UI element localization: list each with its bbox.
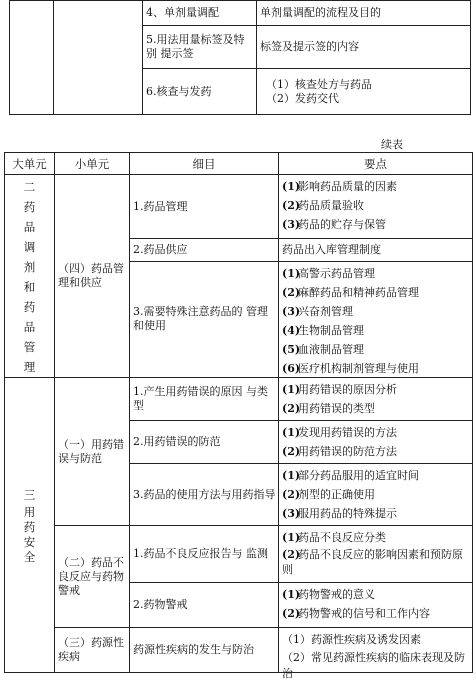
point-item: (1)部分药品服用的适宜时间 — [282, 469, 419, 482]
detail-cell: 1.药品不良反应报告与 监测 — [130, 526, 279, 583]
points-cell — [279, 239, 473, 262]
point-item: (5)血液制品管理 — [282, 342, 364, 356]
detail-cell: 2.用药错误的防范 — [130, 421, 279, 464]
top-points-cell — [257, 69, 471, 115]
point-item: (2)药物警戒的信号和工作内容 — [282, 607, 430, 620]
unit-char: 剂 — [23, 260, 36, 274]
points-cell — [279, 583, 473, 628]
points-cell — [279, 175, 473, 239]
subunit-cell: （三）药源性疾病 — [55, 628, 130, 673]
detail-cell: 2.药品供应 — [130, 239, 279, 262]
header-detail: 细目 — [130, 153, 279, 175]
point-item: (1)药品不良反应分类 — [282, 531, 386, 544]
detail-cell: 3.需要特殊注意药品的 管理和使用 — [130, 261, 279, 377]
unit-char: 药 — [23, 300, 36, 314]
point-item: (2)麻醉药品和精神药品管理 — [282, 285, 419, 299]
detail-cell: 3.药品的使用方法与用药指导 — [130, 464, 279, 526]
top-points-cell: 标签及提示签的内容 — [257, 26, 471, 69]
unit-char: 药 — [23, 520, 36, 534]
unit-char: 用 — [23, 505, 36, 519]
top-table — [9, 0, 471, 115]
header-points: 要点 — [279, 153, 473, 175]
top-subunit-cell — [54, 1, 143, 115]
point-item: (1)高警示药品管理 — [282, 266, 375, 280]
header-unit: 大单元 — [5, 153, 55, 175]
detail-cell: 2.药物警戒 — [130, 583, 279, 628]
unit-char: 全 — [23, 550, 36, 564]
point-item: (1)用药错误的原因分析 — [282, 383, 397, 396]
points-cell — [279, 261, 473, 377]
points-cell — [279, 526, 473, 583]
point-item: (2)药品不良反应的影响因素和预防原则 — [282, 548, 463, 576]
unit-char: 三 — [23, 488, 36, 502]
detail-cell: 药源性疾病的发生与防治 — [130, 628, 279, 673]
point-item: （2）常见药源性疾病的临床表现及防治 — [282, 651, 465, 680]
unit-char: 调 — [23, 240, 36, 254]
unit-cell — [5, 175, 55, 378]
point-item: (3)药品的贮存与保管 — [282, 218, 386, 231]
point-item: (3)兴奋剂管理 — [282, 304, 353, 318]
unit-char: 品 — [23, 320, 36, 334]
unit-char: 药 — [23, 200, 36, 214]
point-item: (3)服用药品的特殊提示 — [282, 507, 397, 520]
point-item: (1)影响药品质量的因素 — [282, 180, 397, 193]
subunit-cell: （二）药品不良反应与药物警戒 — [55, 526, 130, 628]
subunit-cell: （四）药品管理和供应 — [55, 175, 130, 378]
unit-char: 管 — [23, 340, 36, 354]
top-point-line: （2）发药交代 — [266, 91, 339, 105]
top-detail-cell: 6.核查与发药 — [143, 69, 257, 115]
points-cell — [279, 421, 473, 464]
points-cell — [279, 628, 473, 680]
continued-label: 续表 — [381, 138, 403, 151]
top-detail-cell: 5.用法用量标签及特别 提示签 — [143, 26, 257, 69]
point-item: (4)生物制品管理 — [282, 323, 364, 337]
subunit-cell: （一）用药错误与防范 — [55, 378, 130, 526]
point-item: （1）药源性疾病及诱发因素 — [282, 633, 421, 646]
points-cell — [279, 464, 473, 526]
detail-cell: 1.药品管理 — [130, 175, 279, 239]
points-cell — [279, 378, 473, 421]
unit-char: 理 — [23, 360, 36, 374]
top-points-cell: 单剂量调配的流程及目的 — [257, 1, 471, 26]
detail-cell: 1.产生用药错误的原因 与类型 — [130, 378, 279, 421]
point-item: (2)药品质量验收 — [282, 199, 364, 212]
top-point-line: （1）核查处方与药品 — [266, 77, 372, 91]
point-item: (6)医疗机构制剂管理与使用 — [282, 361, 419, 375]
point-item: (1)发现用药错误的方法 — [282, 426, 397, 439]
top-detail-cell: 4、单剂量调配 — [143, 1, 257, 26]
point-item: (2)用药错误的类型 — [282, 402, 375, 415]
unit-char: 品 — [23, 220, 36, 234]
top-unit-cell — [10, 1, 54, 115]
syllabus-table — [4, 152, 473, 680]
unit-char: 安 — [23, 535, 36, 549]
header-subunit: 小单元 — [55, 153, 130, 175]
point-item: (2)剂型的正确使用 — [282, 488, 375, 501]
point-item: 药品出入库管理制度 — [282, 243, 381, 257]
unit-char: 和 — [23, 280, 36, 294]
point-item: (1)药物警戒的意义 — [282, 588, 375, 601]
point-item: (2)用药错误的防范方法 — [282, 445, 397, 458]
unit-cell — [5, 378, 55, 673]
unit-char: 二 — [23, 180, 36, 194]
